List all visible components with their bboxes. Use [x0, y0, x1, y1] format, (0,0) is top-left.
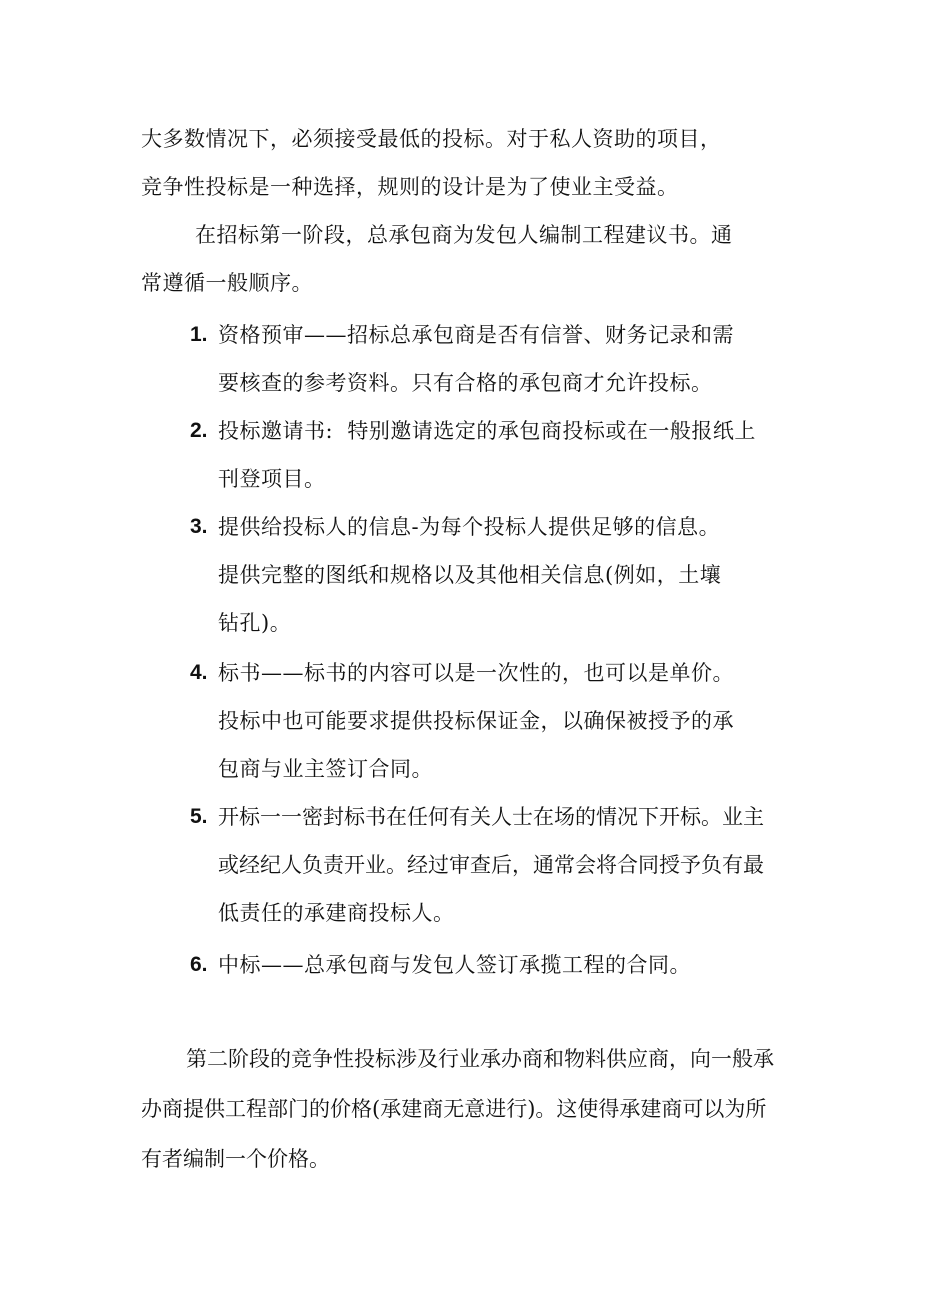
para1-line-1: 在招标第一阶段，总承包商为发包人编制工程建议书。通	[195, 223, 733, 247]
intro-line-1: 大多数情况下，必须接受最低的投标。对于私人资助的项目，	[141, 127, 722, 151]
list-item-line: 提供给投标人的信息-为每个投标人提供足够的信息。	[218, 515, 721, 539]
list-item-line: 中标——总承包商与发包人签订承揽工程的合同。	[218, 953, 691, 977]
para2-line-1: 第二阶段的竞争性投标涉及行业承办商和物料供应商，向一般承	[186, 1047, 774, 1071]
list-item-line: 标书——标书的内容可以是一次性的，也可以是单价。	[218, 661, 734, 685]
para1-line-2: 常遵循一般顺序。	[141, 271, 313, 295]
list-item-line: 资格预审——招标总承包商是否有信誉、财务记录和需	[218, 323, 734, 347]
list-item-line: 钻孔)。	[218, 611, 292, 635]
list-item-line: 刊登项目。	[218, 467, 326, 491]
list-item-line: 低责任的承建商投标人。	[218, 901, 455, 925]
list-item-line: 投标邀请书: 特别邀请选定的承包商投标或在一般报纸上	[218, 419, 756, 443]
list-item-number: 1.	[190, 323, 208, 346]
list-item-number: 2.	[190, 419, 208, 442]
list-item-line: 提供完整的图纸和规格以及其他相关信息(例如，土壤	[218, 563, 722, 587]
list-item-number: 3.	[190, 515, 208, 538]
list-item-line: 投标中也可能要求提供投标保证金，以确保被授予的承	[218, 709, 734, 733]
list-item-number: 4.	[190, 661, 208, 684]
para2-line-3: 有者编制一个价格。	[141, 1147, 330, 1171]
list-item-line: 或经纪人负责开业。经过审查后，通常会将合同授予负有最	[218, 853, 764, 877]
list-item-line: 开标一一密封标书在任何有关人士在场的情况下开标。业主	[218, 805, 764, 829]
para2-line-2: 办商提供工程部门的价格(承建商无意进行)。这使得承建商可以为所	[141, 1097, 767, 1121]
intro-line-2: 竞争性投标是一种选择，规则的设计是为了使业主受益。	[141, 175, 679, 199]
list-item-line: 要核查的参考资料。只有合格的承包商才允许投标。	[218, 371, 713, 395]
list-item-number: 5.	[190, 805, 208, 828]
list-item-number: 6.	[190, 953, 208, 976]
list-item-line: 包商与业主签订合同。	[218, 757, 433, 781]
